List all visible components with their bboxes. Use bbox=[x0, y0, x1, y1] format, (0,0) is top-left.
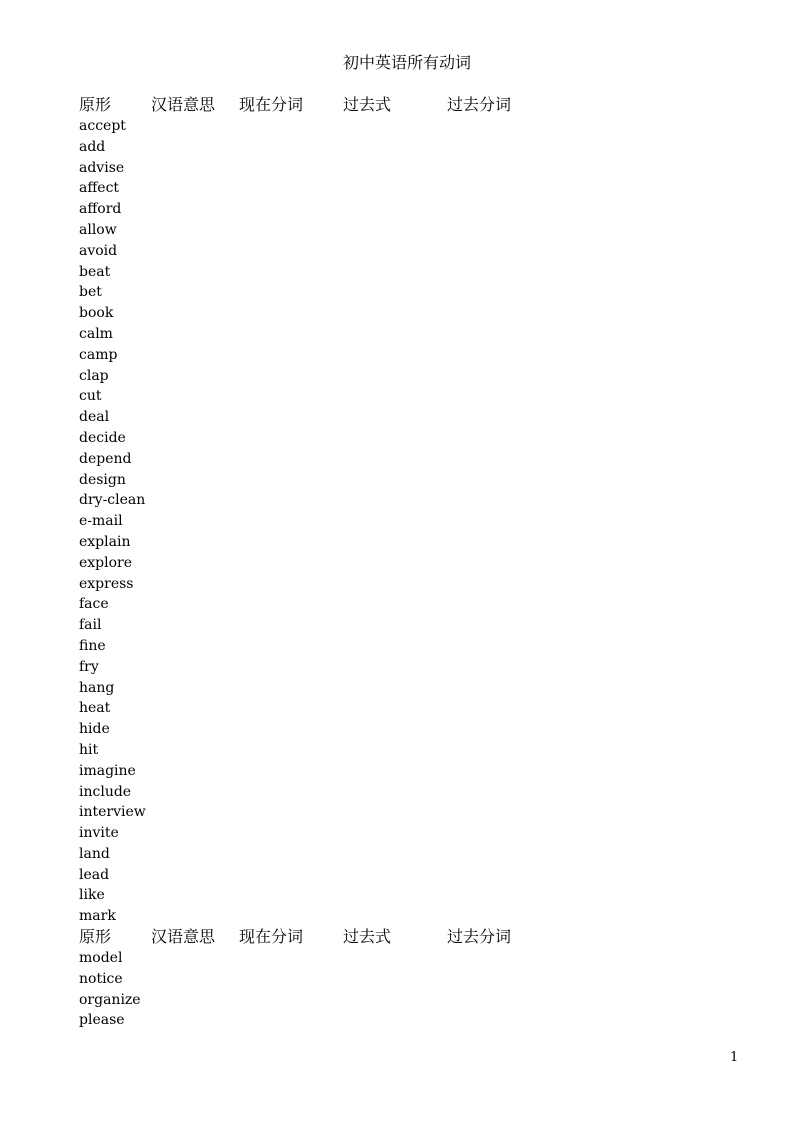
verb-row: accept bbox=[79, 118, 126, 134]
table-header-row bbox=[79, 94, 739, 116]
verb-row: depend bbox=[79, 450, 132, 467]
verb-row: express bbox=[79, 575, 134, 592]
verb-row: fine bbox=[79, 637, 106, 654]
verb-list bbox=[79, 948, 739, 1031]
verb-row: imagine bbox=[79, 762, 136, 779]
verb-row: model bbox=[79, 950, 123, 966]
verb-row: avoid bbox=[79, 242, 118, 259]
verb-row: book bbox=[79, 305, 114, 322]
verb-row: hit bbox=[79, 741, 99, 758]
verb-table-section-2 bbox=[79, 926, 739, 1031]
verb-row: like bbox=[79, 887, 105, 904]
verb-row: add bbox=[79, 138, 106, 155]
verb-row: mark bbox=[79, 908, 116, 925]
verb-row: design bbox=[79, 471, 126, 488]
verb-list bbox=[79, 116, 739, 927]
verb-row: fry bbox=[79, 658, 99, 675]
header-past-participle: 过去分词 bbox=[447, 95, 512, 114]
header-past-tense: 过去式 bbox=[343, 927, 392, 946]
verb-row: fail bbox=[79, 617, 102, 634]
header-chinese-meaning: 汉语意思 bbox=[151, 95, 216, 114]
verb-row: interview bbox=[79, 804, 146, 821]
verb-row: explore bbox=[79, 554, 133, 571]
verb-row: clap bbox=[79, 367, 109, 384]
header-past-participle: 过去分词 bbox=[447, 927, 512, 946]
header-present-participle: 现在分词 bbox=[239, 95, 304, 114]
verb-row: heat bbox=[79, 700, 111, 717]
verb-row: dry-clean bbox=[79, 492, 146, 509]
verb-row: beat bbox=[79, 263, 111, 280]
verb-row: cut bbox=[79, 388, 102, 405]
header-base-form: 原形 bbox=[79, 927, 112, 946]
verb-row: decide bbox=[79, 429, 126, 446]
verb-row: invite bbox=[79, 825, 119, 842]
verb-row: lead bbox=[79, 866, 110, 883]
verb-row: face bbox=[79, 596, 109, 613]
verb-row: affect bbox=[79, 180, 120, 197]
verb-row: afford bbox=[79, 201, 122, 218]
table-header-row bbox=[79, 926, 739, 948]
verb-row: organize bbox=[79, 991, 141, 1008]
verb-row: e-mail bbox=[79, 513, 123, 530]
verb-row: advise bbox=[79, 159, 125, 176]
verb-row: deal bbox=[79, 409, 110, 426]
header-present-participle: 现在分词 bbox=[239, 927, 304, 946]
verb-row: bet bbox=[79, 284, 102, 301]
verb-row: notice bbox=[79, 970, 123, 987]
header-past-tense: 过去式 bbox=[343, 95, 392, 114]
verb-row: land bbox=[79, 845, 110, 862]
verb-row: please bbox=[79, 1012, 125, 1029]
document-title: 初中英语所有动词 bbox=[342, 53, 471, 72]
header-base-form: 原形 bbox=[79, 95, 112, 114]
verb-row: hide bbox=[79, 721, 110, 738]
verb-row: hang bbox=[79, 679, 115, 696]
verb-row: allow bbox=[79, 221, 117, 238]
verb-row: calm bbox=[79, 325, 113, 342]
header-chinese-meaning: 汉语意思 bbox=[151, 927, 216, 946]
page-number: 1 bbox=[730, 1050, 739, 1065]
verb-row: explain bbox=[79, 533, 131, 550]
verb-table-section-1 bbox=[79, 94, 739, 927]
verb-row: camp bbox=[79, 346, 118, 363]
verb-row: include bbox=[79, 783, 132, 800]
